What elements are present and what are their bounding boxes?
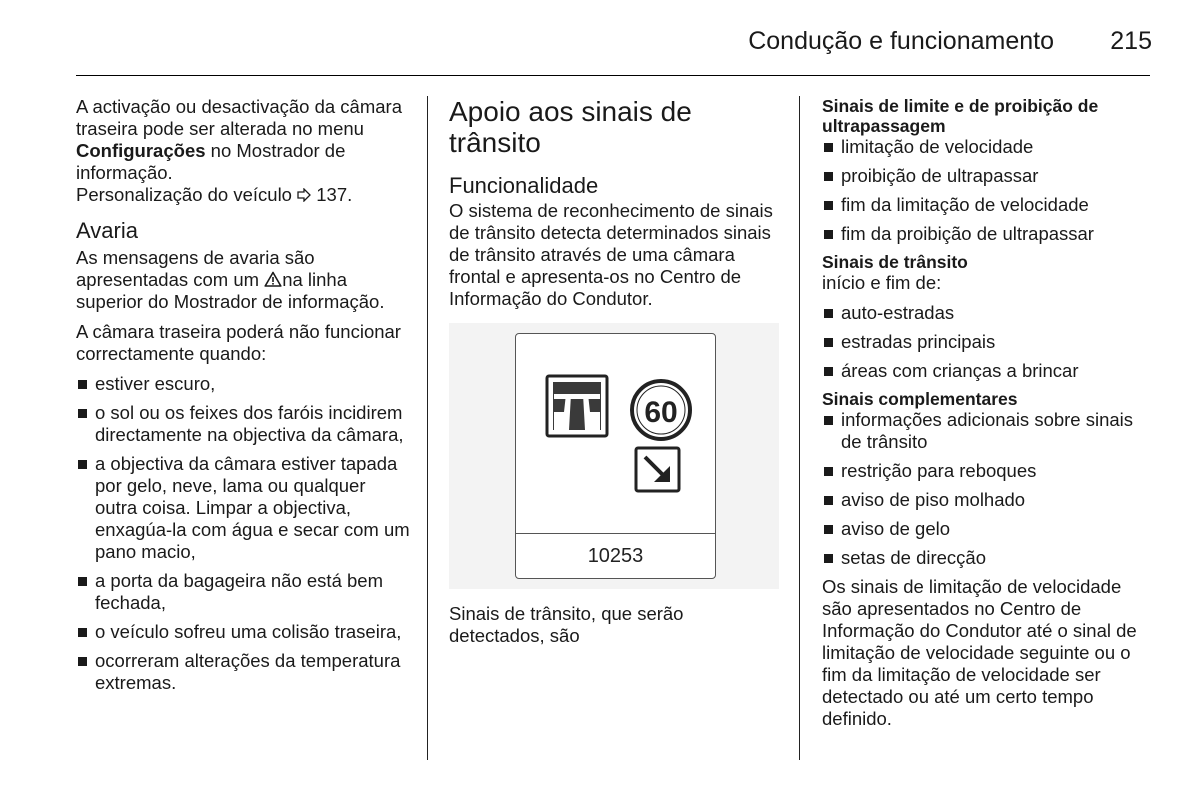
list-item: informações adicionais sobre sinais de trânsito: [822, 409, 1152, 453]
column-left: [76, 96, 410, 701]
avaria-heading: Avaria: [76, 218, 138, 243]
limit-signs-list: [822, 136, 1152, 245]
list-item: restrição para reboques: [822, 460, 1152, 482]
traffic-signs-intro: início e fim de:: [822, 272, 942, 293]
column-right: [822, 96, 1152, 738]
list-item: aviso de piso molhado: [822, 489, 1152, 511]
driver-info-display: [515, 333, 716, 579]
traffic-sign-figure: [449, 323, 779, 589]
direction-arrow-sign-icon: [636, 448, 679, 491]
figure-code: 10253: [587, 545, 644, 567]
functionality-paragraph: O sistema de reconhecimento de sinais de trânsito detecta determinados sinais de trânsito através de uma câmara frontal e apresenta-os no Centro de Informação do Condutor.: [449, 200, 773, 309]
list-item: auto-estradas: [822, 302, 1152, 324]
page-reference-arrow-icon: [297, 188, 311, 202]
functionality-heading: Funcionalidade: [449, 173, 599, 198]
list-item: fim da limitação de velocidade: [822, 194, 1152, 216]
list-item: o veículo sofreu uma colisão traseira,: [76, 621, 410, 643]
complementary-signs-list: [822, 409, 1152, 569]
detected-signs-graphic: [516, 334, 715, 534]
warning-triangle-icon: [264, 271, 282, 287]
list-item: proibição de ultrapassar: [822, 165, 1152, 187]
speed-limit-sign-icon: [632, 381, 690, 439]
running-header: Condução e funcionamento: [748, 27, 1054, 55]
menu-name: Configurações: [76, 140, 206, 161]
complementary-signs-heading: Sinais complementares: [822, 389, 1018, 409]
list-item: limitação de velocidade: [822, 136, 1152, 158]
traffic-signs-heading: Sinais de trânsito: [822, 252, 968, 272]
closing-paragraph: Os sinais de limitação de velocidade são apresentados no Centro de Informação do Condutor até o sinal de limitação de velocidade seguinte ou o fim da limitação de velocidade ser detectado ou até um certo tempo definido.: [822, 576, 1137, 729]
list-item: o sol ou os feixes dos faróis incidirem directamente na objectiva da câmara,: [76, 402, 410, 446]
traffic-signs-list: [822, 302, 1152, 382]
limit-signs-heading: Sinais de limite e de proibição de ultrapassagem: [822, 96, 1099, 136]
list-item: a objectiva da câmara estiver tapada por gelo, neve, lama ou qualquer outra coisa. Limpar a objectiva, enxagúa-la com água e secar com um pano macio,: [76, 453, 410, 563]
column-divider: [427, 96, 428, 760]
header-divider: [76, 75, 1150, 76]
column-middle: [449, 96, 779, 647]
column-divider: [799, 96, 800, 760]
motorway-sign-icon: [547, 376, 607, 436]
figure-caption: Sinais de trânsito, que serão detectados, são: [449, 603, 684, 646]
intro-paragraph: A activação ou desactivação da câmara traseira pode ser alterada no menu Configurações no Mostrador de informação. Personalização do veículo 137.: [76, 96, 402, 205]
list-item: setas de direcção: [822, 547, 1152, 569]
list-item: áreas com crianças a brincar: [822, 360, 1152, 382]
speed-value: 60: [644, 396, 678, 429]
avaria-paragraph: As mensagens de avaria são apresentadas com um na linha superior do Mostrador de informação.: [76, 247, 385, 312]
conditions-intro: A câmara traseira poderá não funcionar correctamente quando:: [76, 321, 401, 364]
list-item: aviso de gelo: [822, 518, 1152, 540]
page-number: 215: [1110, 27, 1152, 55]
list-item: a porta da bagageira não está bem fechada,: [76, 570, 410, 614]
list-item: estiver escuro,: [76, 373, 410, 395]
list-item: fim da proibição de ultrapassar: [822, 223, 1152, 245]
conditions-list: [76, 373, 410, 694]
section-title: Apoio aos sinais de trânsito: [449, 96, 692, 158]
list-item: ocorreram alterações da temperatura extremas.: [76, 650, 410, 694]
list-item: estradas principais: [822, 331, 1152, 353]
